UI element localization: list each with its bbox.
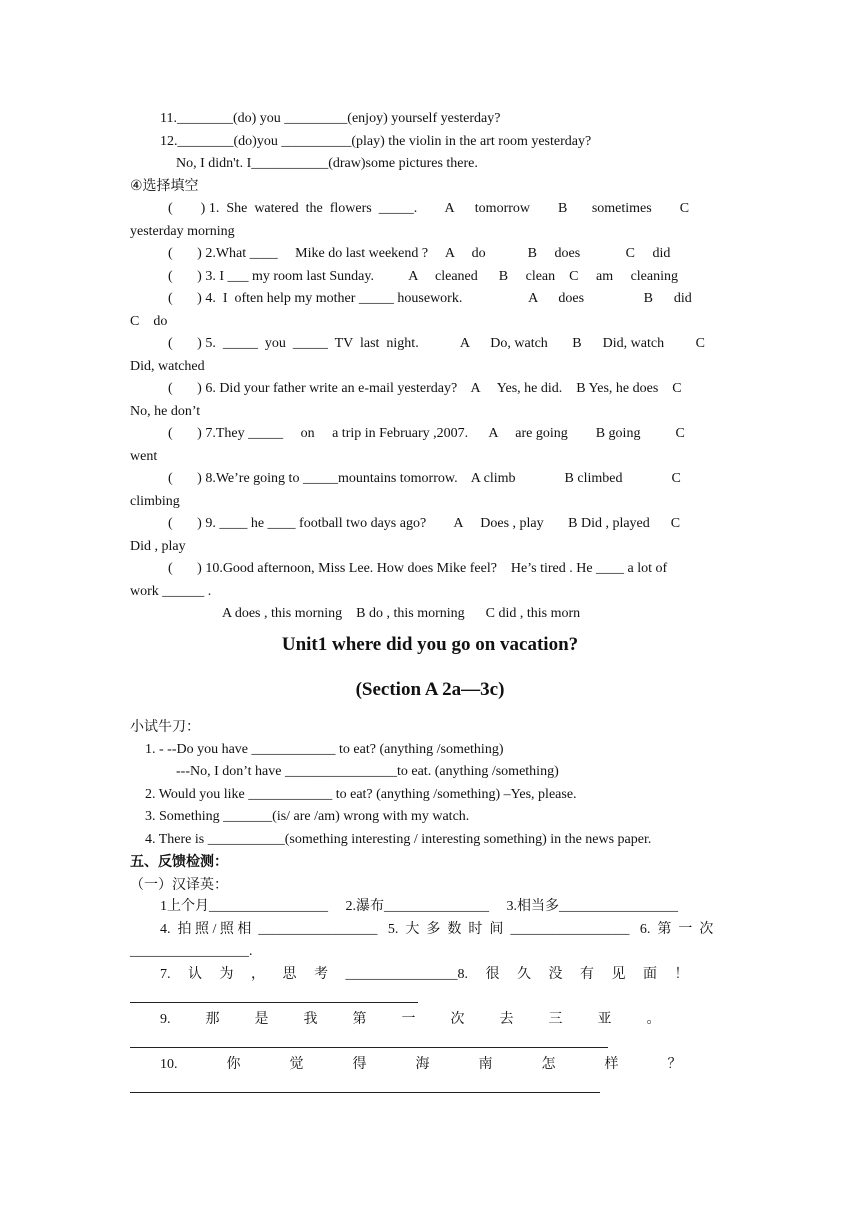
translation-row-2-blank: _________________. [130, 944, 253, 959]
practice-item-2: 2. Would you like ____________ to eat? (anything /something) –Yes, please. [145, 787, 577, 802]
fill-item-12: 12.________(do)you __________(play) the violin in the art room yesterday? [160, 134, 592, 149]
choice-q1-line1: ( ) 1. She watered the flowers _____. A tomorrow B sometimes C [168, 201, 690, 216]
practice-item-3: 3. Something _______(is/ are /am) wrong with my watch. [145, 809, 470, 824]
choice-q3: ( ) 3. I ___ my room last Sunday. A cleaned B clean C am cleaning [168, 269, 679, 284]
translation-row-2: 4. 拍 照 / 照 相 _________________ 5. 大 多 数 时 间 _________________ 6. 第 一 次 [160, 922, 714, 937]
practice-item-1: 1. - --Do you have ____________ to eat? (anything /something) [145, 742, 504, 757]
choice-q5-line2: Did, watched [130, 359, 205, 374]
choice-q9-line2: Did , play [130, 539, 186, 554]
choice-q7-line2: went [130, 449, 158, 464]
choice-q9-line1: ( ) 9. ____ he ____ football two days ago? A Does , play B Did , played C [168, 516, 681, 531]
choice-q8-line2: climbing [130, 494, 180, 509]
practice-item-1-reply: ---No, I don’t have ________________to eat. (anything /something) [176, 764, 559, 779]
unit-subtitle: (Section A 2a—3c) [355, 679, 505, 700]
choice-q5-line1: ( ) 5. _____ you _____ TV last night. A Do, watch B Did, watch C [168, 336, 705, 351]
fill-item-12-answer: No, I didn't. I___________(draw)some pictures there. [176, 156, 478, 171]
fill-item-11: 11.________(do) you _________(enjoy) yourself yesterday? [160, 111, 501, 126]
answer-line-10 [130, 1092, 600, 1093]
translation-row-1: 1上个月_________________ 2.瀑布_______________ 3.相当多_________________ [160, 899, 678, 914]
translation-row-5: 10. 你 觉 得 海 南 怎 样 ？ [160, 1057, 682, 1072]
choice-q10-options: A does , this morning B do , this morning C did , this morn [222, 606, 581, 621]
choice-q1-line2: yesterday morning [130, 224, 235, 239]
translation-row-3: 7. 认 为 ， 思 考 ________________8. 很 久 没 有 见 面 ！ [160, 967, 689, 982]
feedback-subheading: （一）汉译英： [130, 877, 228, 893]
choice-q8-line1: ( ) 8.We’re going to _____mountains tomorrow. A climb B climbed C [168, 471, 681, 486]
feedback-heading: 五、反馈检测： [130, 854, 228, 870]
unit-title: Unit1 where did you go on vacation? [281, 634, 579, 655]
choice-q2: ( ) 2.What ____ Mike do last weekend ? A do B does C did [168, 246, 671, 261]
choice-q4-line1: ( ) 4. I often help my mother _____ housework. A does B did [168, 291, 692, 306]
answer-line-8 [130, 1002, 418, 1003]
answer-line-9 [130, 1047, 608, 1048]
choice-q10-line1: ( ) 10.Good afternoon, Miss Lee. How does Mike feel? He’s tired . He ____ a lot of [168, 561, 668, 576]
practice-item-4: 4. There is ___________(something interesting / interesting something) in the news paper. [145, 832, 652, 847]
choice-q10-line2: work ______ . [130, 584, 212, 599]
practice-heading: 小试牛刀： [130, 719, 200, 735]
choice-q4-line2: C do [130, 314, 168, 329]
choice-q6-line2: No, he don’t [130, 404, 201, 419]
translation-row-4: 9. 那 是 我 第 一 次 去 三 亚 。 [160, 1012, 661, 1027]
choice-q7-line1: ( ) 7.They _____ on a trip in February ,2007. A are going B going C [168, 426, 685, 441]
choice-q6-line1: ( ) 6. Did your father write an e-mail yesterday? A Yes, he did. B Yes, he does C [168, 381, 682, 396]
choice-heading: ④选择填空 [130, 178, 199, 194]
